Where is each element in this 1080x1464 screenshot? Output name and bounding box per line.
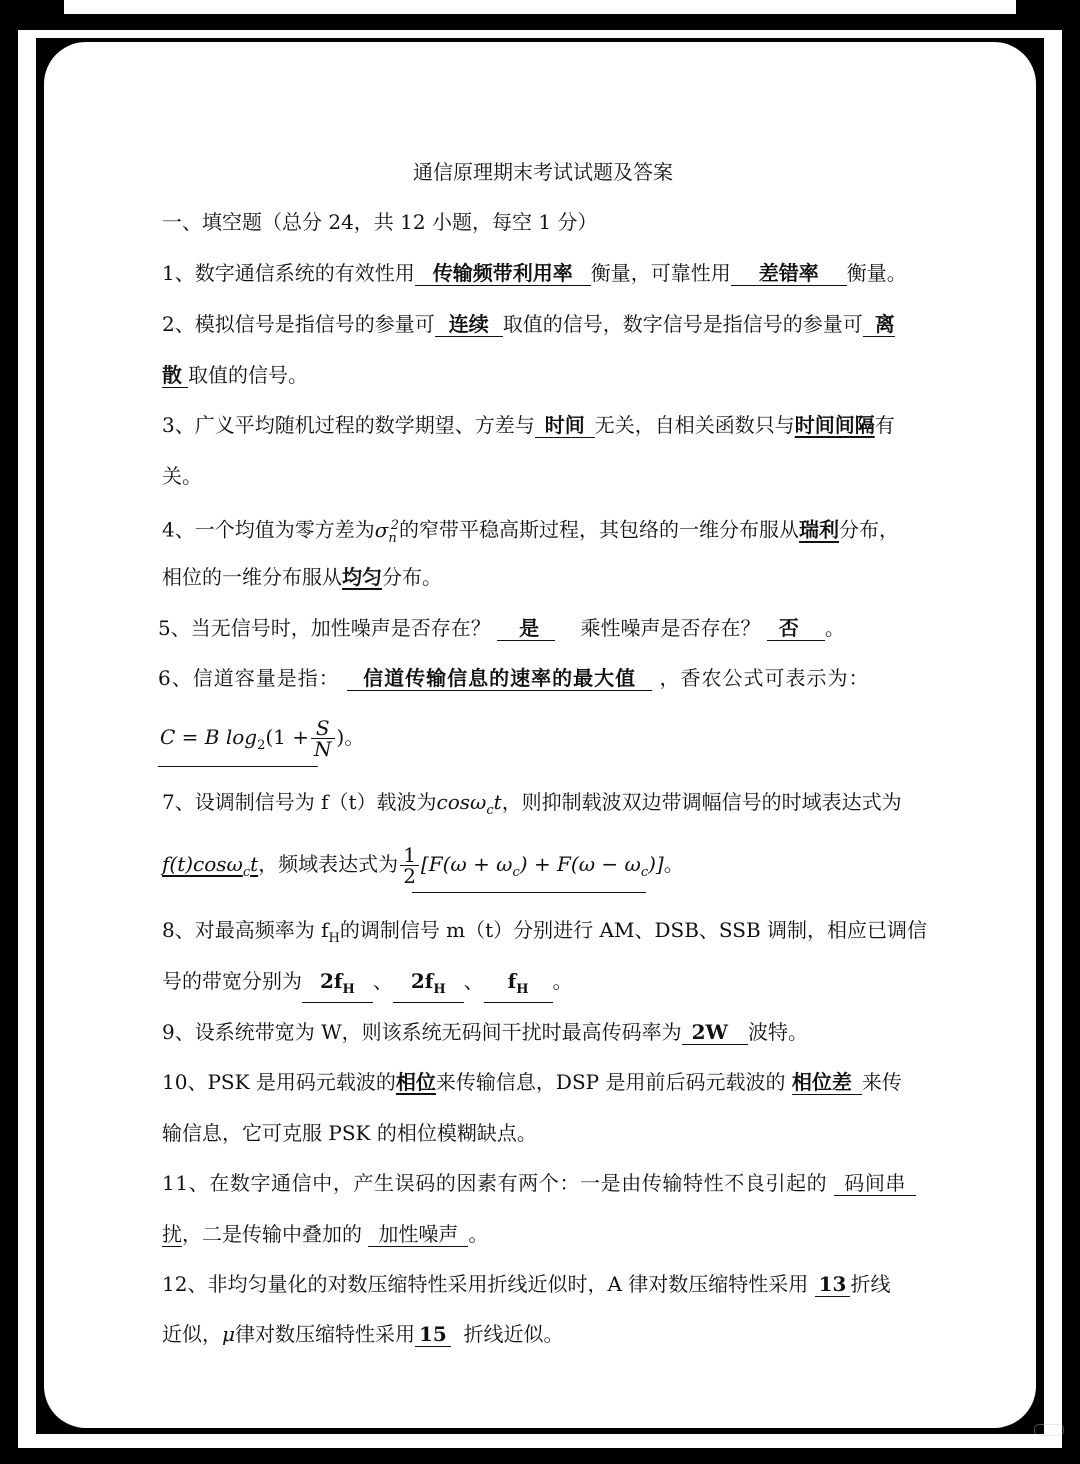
- answer-2b-cont: 散: [162, 363, 188, 388]
- answer-9: 2W: [682, 1020, 748, 1045]
- question-3-cont: 关。: [162, 464, 202, 488]
- answer-8c: $f_H$: [484, 969, 553, 1003]
- sigma-symbol: $\sigma_n^2$: [374, 517, 400, 546]
- question-2: 2、模拟信号是指信号的参量可 连续 取值的信号，数字信号是指信号的参量可 离: [162, 312, 895, 336]
- answer-5b: 否: [767, 616, 825, 641]
- answer-4a: 瑞利: [799, 517, 840, 542]
- answer-12a: 13: [815, 1272, 851, 1297]
- mu-symbol: μ: [222, 1322, 235, 1346]
- question-4-cont: 相位的一维分布服从均匀分布。: [162, 565, 442, 589]
- answer-1b: 差错率: [731, 261, 847, 286]
- section-heading: 一、填空题（总分 24，共 12 小题，每空 1 分）: [162, 210, 598, 234]
- question-6: 6、信道容量是指： 信道传输信息的速率的最大值 ，香农公式可表示为：: [158, 666, 870, 690]
- shannon-formula: C = B $\log_2(1$ + $\frac{S}{N}$ )。: [160, 716, 365, 761]
- question-10: 10、PSK 是用码元载波的相位来传输信息，DSP 是用前后码元载波的 相位差 来传: [162, 1070, 902, 1094]
- question-11: 11、在数字通信中，产生误码的因素有两个：一是由传输特性不良引起的 码间串: [162, 1169, 916, 1197]
- answer-3b: 时间间隔: [794, 413, 875, 437]
- question-5: 5、当无信号时，加性噪声是否存在？ 是 乘性噪声是否存在？ 否 。: [158, 616, 845, 640]
- answer-7a: f(t)cosω$_c$t: [162, 852, 259, 880]
- formula-fraction: $\frac{S}{N}$: [311, 718, 335, 759]
- question-7-cont: f(t)cosω$_c$t，频域表达式为 $\frac{1}{2}$ $[F(\omega + \omega_c) + F(\omega - \omega_c)]$。: [162, 843, 684, 888]
- answer-1a: 传输频带利用率: [415, 261, 591, 286]
- formula-underline: [158, 766, 318, 767]
- question-11-cont: 扰，二是传输中叠加的 加性噪声 。: [162, 1222, 489, 1246]
- answer-12b: 15: [415, 1322, 451, 1347]
- question-8: 8、对最高频率为 $f_H$的调制信号 m（t）分别进行 AM、DSB、SSB 调制，相应已调信: [162, 918, 928, 946]
- page-title: 通信原理期末考试试题及答案: [413, 160, 673, 184]
- answer-7b-underline: [412, 892, 646, 893]
- answer-11b: 加性噪声: [368, 1222, 468, 1247]
- corner-watermark: [1034, 1424, 1064, 1436]
- answer-11a-cont: 扰: [162, 1222, 182, 1246]
- answer-5a: 是: [497, 616, 555, 641]
- question-1: 1、数字通信系统的有效性用 传输频带利用率 衡量，可靠性用 差错率 衡量。: [162, 261, 907, 285]
- carrier-expr: cosω$_c$t: [436, 790, 502, 818]
- question-10-cont: 输信息，它可克服 PSK 的相位模糊缺点。: [162, 1121, 537, 1145]
- question-12-cont: 近似，μ律对数压缩特性采用 15 折线近似。: [162, 1322, 564, 1346]
- half-fraction: $\frac{1}{2}$: [400, 845, 419, 886]
- answer-6a: 信道传输信息的速率的最大值: [347, 666, 652, 691]
- answer-11a: 码间串: [834, 1171, 916, 1196]
- question-8-cont: 号的带宽分别为 $2f_H$ 、 $2f_H$ 、 $f_H$ 。: [162, 967, 573, 1003]
- question-9: 9、设系统带宽为 W，则该系统无码间干扰时最高传码率为 2W 波特。: [162, 1020, 809, 1044]
- question-2-cont: 散 取值的信号。: [162, 363, 308, 387]
- answer-8a: $2f_H$: [302, 969, 373, 1003]
- answer-10b: 相位差: [792, 1070, 862, 1095]
- answer-2b: 离: [863, 312, 895, 337]
- answer-3a: 时间: [535, 413, 595, 438]
- question-7: 7、设调制信号为 f（t）载波为cosω$_c$t，则抑制载波双边带调幅信号的时域表达式为: [162, 790, 902, 818]
- question-3: 3、广义平均随机过程的数学期望、方差与 时间 无关，自相关函数只与时间间隔有: [162, 413, 895, 437]
- question-4: 4、一个均值为零方差为$\sigma_n^2$的窄带平稳高斯过程，其包络的一维分布服从瑞利分布，: [162, 517, 900, 546]
- answer-10a: 相位: [395, 1070, 436, 1094]
- answer-7b: $[F(\omega + \omega_c) + F(\omega - \omega_c)]$: [420, 852, 664, 880]
- answer-8b: $2f_H$: [393, 969, 464, 1003]
- answer-4b: 均匀: [342, 565, 382, 589]
- answer-2a: 连续: [435, 312, 503, 337]
- question-12: 12、非均匀量化的对数压缩特性采用折线近似时，A 律对数压缩特性采用 13 折线: [162, 1272, 891, 1296]
